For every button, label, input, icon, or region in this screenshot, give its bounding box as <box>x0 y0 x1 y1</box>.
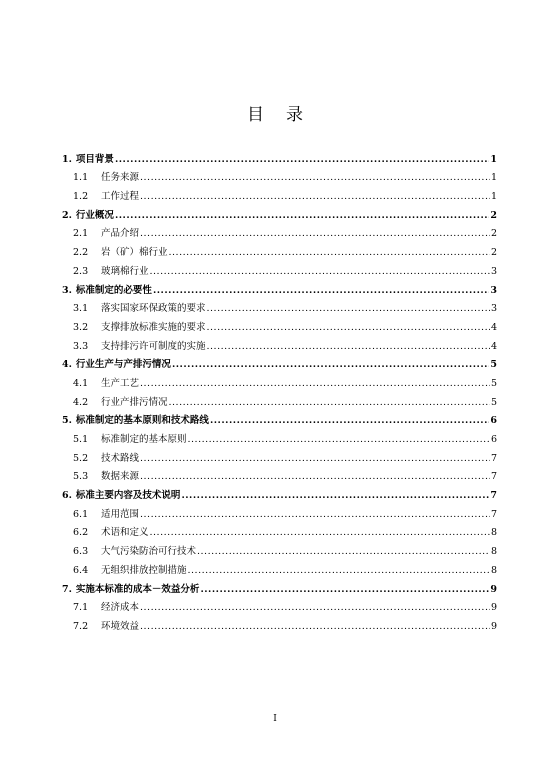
toc-dot-leader <box>172 359 489 371</box>
toc-section-entry[interactable] <box>62 596 497 615</box>
toc-dot-leader <box>150 266 490 278</box>
toc-entry-page: 7 <box>490 471 497 483</box>
toc-entry-page: 8 <box>490 546 497 558</box>
toc-entry-page: 8 <box>490 564 497 576</box>
toc-entry-number: 4. <box>62 359 72 371</box>
toc-entry-number: 5.2 <box>73 452 89 464</box>
toc-entry-number: 5.3 <box>73 471 89 483</box>
toc-entry-page: 2 <box>490 209 497 221</box>
toc-entry-number: 6. <box>62 490 72 502</box>
toc-section-entry[interactable] <box>62 240 497 259</box>
toc-entry-page: 3 <box>490 284 497 296</box>
toc-entry-page: 4 <box>490 321 497 333</box>
toc-entry-title: 支持排污许可制度的实施 <box>101 340 206 352</box>
toc-entry-title: 岩（矿）棉行业 <box>101 247 168 259</box>
toc-section-entry[interactable] <box>62 297 497 316</box>
toc-entry-number: 6.2 <box>73 527 89 539</box>
toc-section-entry[interactable] <box>62 465 497 484</box>
toc-section-entry[interactable] <box>62 614 497 633</box>
toc-section-entry[interactable] <box>62 558 497 577</box>
toc-entry-page: 6 <box>490 434 497 445</box>
toc-section-entry[interactable] <box>62 184 497 203</box>
toc-dot-leader <box>140 602 490 614</box>
toc-dot-leader <box>188 565 490 577</box>
toc-dot-leader <box>140 172 490 184</box>
toc-dot-leader <box>207 322 490 334</box>
toc-entry-number: 7.1 <box>73 602 89 614</box>
toc-section-entry[interactable] <box>62 166 497 185</box>
toc-entry-number: 2. <box>62 209 72 221</box>
toc-section-entry[interactable] <box>62 315 497 334</box>
toc-chapter-entry[interactable] <box>62 203 497 222</box>
title-char-1: 目 <box>247 105 264 125</box>
toc-entry-title: 无组织排放控制措施 <box>101 564 187 576</box>
toc-dot-leader <box>169 397 490 409</box>
toc-entry-number: 6.4 <box>73 564 89 576</box>
toc-entry-title: 标准制定的基本原则 <box>101 434 187 445</box>
toc-section-entry[interactable] <box>62 539 497 558</box>
toc-entry-number: 3.2 <box>73 321 89 333</box>
toc-chapter-entry[interactable] <box>62 147 497 166</box>
toc-dot-leader <box>140 378 490 390</box>
toc-dot-leader <box>188 434 490 446</box>
toc-dot-leader <box>115 210 489 222</box>
toc-entry-title: 玻璃棉行业 <box>101 265 149 277</box>
toc-dot-leader <box>210 415 489 427</box>
toc-section-entry[interactable] <box>62 427 497 446</box>
toc-dot-leader <box>150 527 490 539</box>
toc-entry-title: 标准制定的必要性 <box>75 284 152 296</box>
toc-entry-page: 3 <box>490 303 497 315</box>
toc-entry-number: 1.2 <box>73 191 89 203</box>
toc-entry-title: 标准主要内容及技术说明 <box>75 490 181 502</box>
toc-chapter-entry[interactable] <box>62 278 497 297</box>
toc-entry-title: 生产工艺 <box>101 377 140 389</box>
toc-section-entry[interactable] <box>62 521 497 540</box>
toc-entry-number: 1.1 <box>73 172 89 184</box>
toc-chapter-entry[interactable] <box>62 409 497 428</box>
toc-entry-number: 4.1 <box>73 377 89 389</box>
toc-dot-leader <box>140 471 490 483</box>
toc-section-entry[interactable] <box>62 334 497 353</box>
toc-dot-leader <box>207 341 490 353</box>
toc-entry-number: 3. <box>62 284 72 296</box>
page-title <box>0 100 550 125</box>
toc-dot-leader <box>207 303 490 315</box>
table-of-contents <box>62 147 497 633</box>
toc-entry-title: 标准制定的基本原则和技术路线 <box>75 415 209 427</box>
toc-entry-number: 3.1 <box>73 303 89 315</box>
toc-entry-number: 6.1 <box>73 508 89 520</box>
toc-entry-page: 4 <box>490 340 497 352</box>
toc-entry-number: 4.2 <box>73 396 89 408</box>
toc-entry-title: 实施本标准的成本－效益分析 <box>75 583 200 595</box>
toc-section-entry[interactable] <box>62 446 497 465</box>
toc-entry-title: 行业生产与产排污情况 <box>75 359 171 371</box>
toc-entry-title: 产品介绍 <box>101 228 140 240</box>
toc-dot-leader <box>181 490 489 502</box>
toc-entry-title: 项目背景 <box>75 153 114 165</box>
toc-dot-leader <box>140 453 490 465</box>
toc-entry-title: 支撑排放标准实施的要求 <box>101 321 206 333</box>
toc-dot-leader <box>140 228 490 240</box>
toc-dot-leader <box>140 621 490 633</box>
toc-dot-leader <box>153 285 489 297</box>
toc-entry-title: 经济成本 <box>101 602 140 614</box>
toc-entry-title: 行业产排污情况 <box>101 396 168 408</box>
toc-entry-number: 1. <box>62 153 72 165</box>
toc-entry-page: 5 <box>490 359 497 371</box>
toc-entry-page: 9 <box>490 602 497 614</box>
toc-entry-page: 2 <box>490 228 497 240</box>
toc-entry-page: 9 <box>490 583 497 595</box>
page-number: I <box>273 714 277 724</box>
toc-section-entry[interactable] <box>62 502 497 521</box>
toc-section-entry[interactable] <box>62 259 497 278</box>
toc-entry-page: 7 <box>490 452 497 464</box>
toc-entry-number: 2.2 <box>73 247 89 259</box>
toc-entry-page: 8 <box>490 527 497 539</box>
toc-entry-title: 适用范围 <box>101 508 140 520</box>
toc-dot-leader <box>140 191 490 203</box>
toc-entry-title: 行业概况 <box>75 209 114 221</box>
toc-entry-number: 2.1 <box>73 228 89 240</box>
toc-chapter-entry[interactable] <box>62 577 497 596</box>
toc-entry-title: 工作过程 <box>101 191 140 203</box>
toc-entry-page: 2 <box>490 247 497 259</box>
toc-chapter-entry[interactable] <box>62 353 497 372</box>
toc-section-entry[interactable] <box>62 390 497 409</box>
toc-entry-title: 数据来源 <box>101 471 140 483</box>
toc-section-entry[interactable] <box>62 371 497 390</box>
toc-entry-title: 环境效益 <box>101 620 140 632</box>
toc-entry-page: 1 <box>490 153 497 165</box>
toc-entry-page: 5 <box>490 396 497 408</box>
toc-dot-leader <box>197 546 490 558</box>
toc-entry-number: 7. <box>62 583 72 595</box>
toc-entry-page: 3 <box>490 265 497 277</box>
toc-entry-number: 5. <box>62 415 72 427</box>
toc-entry-page: 7 <box>490 508 497 520</box>
toc-entry-title: 落实国家环保政策的要求 <box>101 303 206 315</box>
toc-entry-page: 6 <box>490 415 497 427</box>
toc-dot-leader <box>115 154 489 166</box>
toc-entry-title: 技术路线 <box>101 452 140 464</box>
toc-entry-number: 3.3 <box>73 340 89 352</box>
toc-entry-number: 2.3 <box>73 265 89 277</box>
toc-dot-leader <box>200 584 489 596</box>
toc-entry-number: 6.3 <box>73 546 89 558</box>
toc-entry-title: 术语和定义 <box>101 527 149 539</box>
toc-dot-leader <box>169 247 490 259</box>
toc-entry-number: 7.2 <box>73 620 89 632</box>
toc-entry-number: 5.1 <box>73 434 89 445</box>
toc-entry-page: 1 <box>490 172 497 184</box>
toc-section-entry[interactable] <box>62 222 497 241</box>
toc-dot-leader <box>140 509 490 521</box>
toc-entry-page: 7 <box>490 490 497 502</box>
toc-entry-page: 9 <box>490 620 497 632</box>
toc-entry-page: 5 <box>490 377 497 389</box>
toc-entry-title: 大气污染防治可行技术 <box>101 546 197 558</box>
toc-entry-title: 任务来源 <box>101 172 140 184</box>
title-char-2: 录 <box>286 105 303 125</box>
toc-entry-page: 1 <box>490 191 497 203</box>
toc-chapter-entry[interactable] <box>62 483 497 502</box>
